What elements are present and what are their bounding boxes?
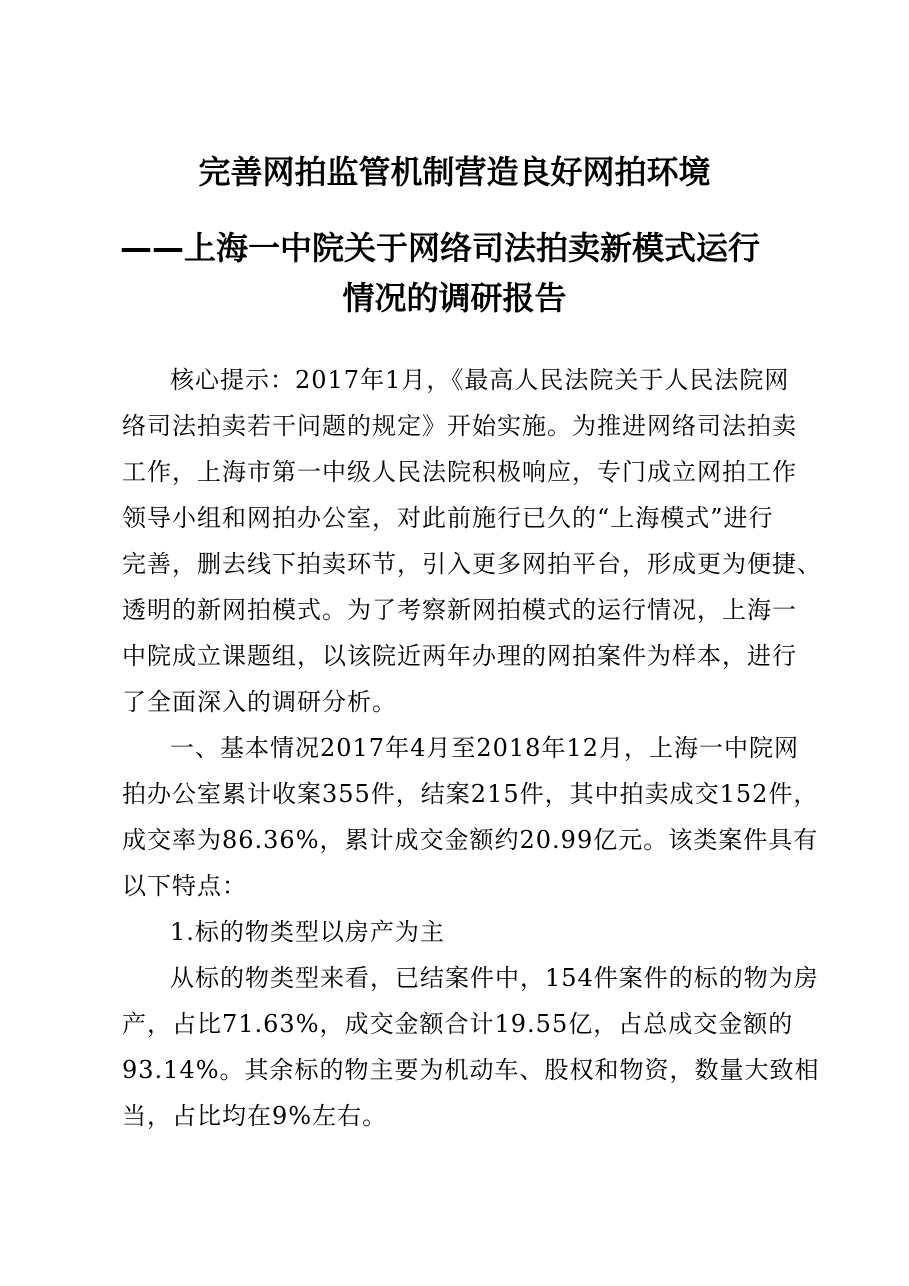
paragraph-property-line: 产，占比71.63%，成交金额合计19.55亿，占总成交金额的 — [122, 1010, 794, 1038]
paragraph-property-line: 93.14%。其余标的物主要为机动车、股权和物资，数量大致相 — [122, 1056, 820, 1084]
paragraph-core-tip-line: 完善，删去线下拍卖环节，引入更多网拍平台，形成更为便捷、 — [122, 550, 822, 578]
document-subtitle-line-2: 情况的调研报告 — [342, 279, 567, 317]
paragraph-core-tip-line: 领导小组和网拍办公室，对此前施行已久的“上海模式”进行 — [122, 504, 774, 532]
paragraph-property-line: 当，占比均在9%左右。 — [122, 1102, 388, 1130]
paragraph-core-tip-line: 透明的新网拍模式。为了考察新网拍模式的运行情况，上海一 — [122, 596, 797, 624]
paragraph-basic-info-line: 以下特点： — [122, 872, 247, 900]
paragraph-core-tip-line: 络司法拍卖若干问题的规定》开始实施。为推进网络司法拍卖 — [122, 412, 797, 440]
paragraph-basic-info-line: 一、基本情况2017年4月至2018年12月，上海一中院网 — [170, 734, 799, 762]
paragraph-property-line: 从标的物类型来看，已结案件中，154件案件的标的物为房 — [170, 964, 819, 992]
paragraph-core-tip-line: 中院成立课题组，以该院近两年办理的网拍案件为样本，进行 — [122, 642, 797, 670]
paragraph-core-tip-line: 了全面深入的调研分析。 — [122, 688, 397, 716]
document-subtitle-line-1: ——上海一中院关于网络司法拍卖新模式运行 — [120, 229, 761, 267]
paragraph-basic-info-line: 拍办公室累计收案355件，结案215件，其中拍卖成交152件， — [122, 780, 819, 808]
paragraph-basic-info-line: 成交率为86.36%，累计成交金额约20.99亿元。该类案件具有 — [122, 826, 819, 854]
section-heading: 1.标的物类型以房产为主 — [170, 918, 445, 946]
paragraph-core-tip-line: 工作，上海市第一中级人民法院积极响应，专门成立网拍工作 — [122, 458, 797, 486]
document-title: 完善网拍监管机制营造良好网拍环境 — [198, 153, 711, 191]
paragraph-core-tip-line: 核心提示：2017年1月，《最高人民法院关于人民法院网 — [170, 366, 790, 394]
